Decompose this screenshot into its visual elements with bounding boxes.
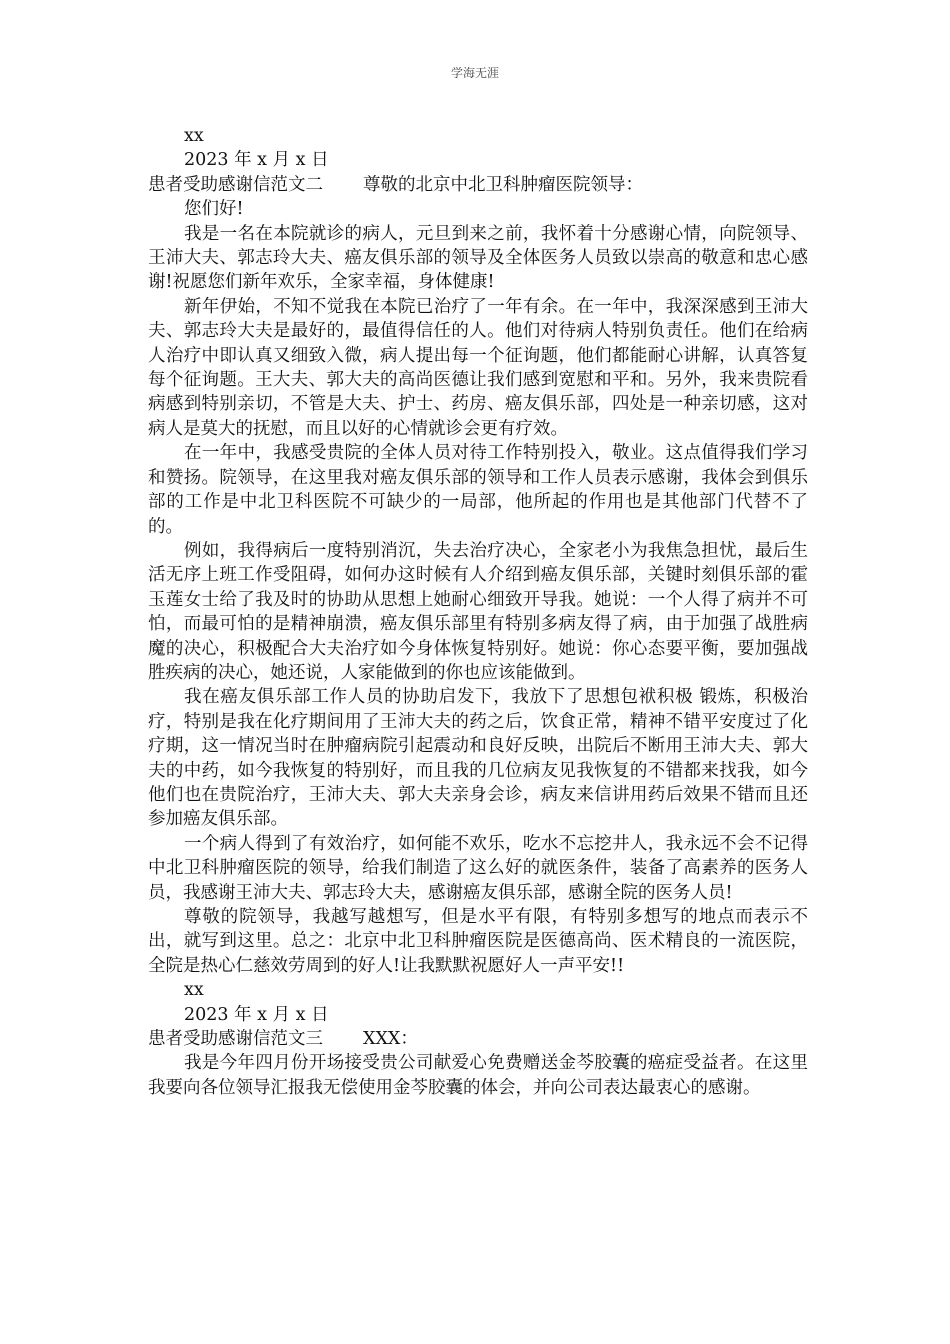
letter2-paragraph: 我在癌友俱乐部工作人员的协助启发下，我放下了思想包袱积极 锻炼，积极治疗，特别是我在化疗期间用了王沛大夫的药之后，饮食正常，精神不错平安度过了化疗期，这一情况当时在肿瘤病院引起震动和良好反映，出院后不断用王沛大夫、郭大夫的中药，如今我恢复的特别好，而且我的几位病友见我恢复的不错都来找我，如今他们也在贵院治疗，王沛大夫、郭大夫亲身会诊，病友来信讲用药后效果不错而且还参加癌友俱乐部。 — [148, 687, 808, 830]
closing-name: xx — [184, 980, 204, 1001]
document-body — [148, 124, 808, 1100]
closing-date: 2023 年 x 月 x 日 — [184, 1004, 329, 1025]
page-header: 学海无涯 — [450, 66, 499, 80]
letter2-paragraph: 我是一名在本院就诊的病人，元旦到来之前，我怀着十分感谢心情，向院领导、王沛大夫、郭志玲大夫、癌友俱乐部的领导及全体医务人员致以崇高的敬意和忠心感谢!祝愿您们新年欢乐，全家幸福，身体健康! — [148, 223, 808, 293]
letter2-title: 患者受助感谢信范文二 — [148, 174, 323, 195]
letter2-paragraph: 尊敬的院领导，我越写越想写，但是水平有限，有特别多想写的地点而表示不出，就写到这里。总之：北京中北卫科肿瘤医院是医德高尚、医术精良的一流医院，全院是热心仁慈效劳周到的好人!让我默默祝愿好人一声平安!! — [148, 907, 808, 976]
letter2-paragraph: 新年伊始，不知不觉我在本院已治疗了一年有余。在一年中，我深深感到王沛大夫、郭志玲大夫是最好的，最值得信任的人。他们对待病人特别负责任。他们在给病人治疗中即认真又细致入微，病人提出每一个征询题，他们都能耐心讲解，认真答复每个征询题。王大夫、郭大夫的高尚医德让我们感到宽慰和平和。另外，我来贵院看病感到特别亲切，不管是大夫、护士、药房、癌友俱乐部，四处是一种亲切感，这对病人是莫大的抚慰，而且以好的心情就诊会更有疗效。 — [148, 296, 808, 439]
letter3-salutation: XXX： — [363, 1029, 418, 1050]
letter2-paragraph: 在一年中，我感受贵院的全体人员对待工作特别投入，敬业。这点值得我们学习和赞扬。院领导，在这里我对癌友俱乐部的领导和工作人员表示感谢，我体会到俱乐部的工作是中北卫科医院不可缺少的一局部，他所起的作用也是其他部门代替不了的。 — [148, 443, 808, 537]
letter2-salutation: 尊敬的北京中北卫科肿瘤医院领导： — [363, 174, 643, 195]
letter3-heading-line — [148, 1027, 808, 1051]
letter3-title: 患者受助感谢信范文三 — [148, 1029, 323, 1050]
letter3-paragraph: 我是今年四月份开场接受贵公司献爱心免费赠送金芩胶囊的癌症受益者。在这里我要向各位领导汇报我无偿使用金芩胶囊的体会，并向公司表达最衷心的感谢。 — [148, 1053, 808, 1098]
letter2-paragraph: 一个病人得到了有效治疗，如何能不欢乐，吃水不忘挖井人，我永远不会不记得中北卫科肿瘤医院的领导，给我们制造了这么好的就医条件，装备了高素养的医务人员，我感谢王沛大夫、郭志玲大夫，感谢癌友俱乐部，感谢全院的医务人员! — [148, 833, 808, 903]
letter2-paragraph: 例如，我得病后一度特别消沉，失去治疗决心，全家老小为我焦急担忧，最后生活无序上班工作受阻碍，如何办这时候有人介绍到癌友俱乐部，关键时刻俱乐部的霍玉莲女士给了我及时的协助从思想上她耐心细致开导我。她说：一个人得了病并不可怕，而最可怕的是精神崩溃，癌友俱乐部里有特别多病友得了病，由于加强了战胜病魔的决心，积极配合大夫治疗如今身体恢复特别好。她说：你心态要平衡，要加强战胜疾病的决心，她还说，人家能做到的你也应该能做到。 — [148, 540, 808, 683]
signature-date: 2023 年 x 月 x 日 — [184, 150, 329, 171]
letter2-greeting: 您们好! — [184, 199, 244, 220]
letter2-heading-line — [148, 173, 808, 197]
signature-name: xx — [184, 126, 204, 146]
